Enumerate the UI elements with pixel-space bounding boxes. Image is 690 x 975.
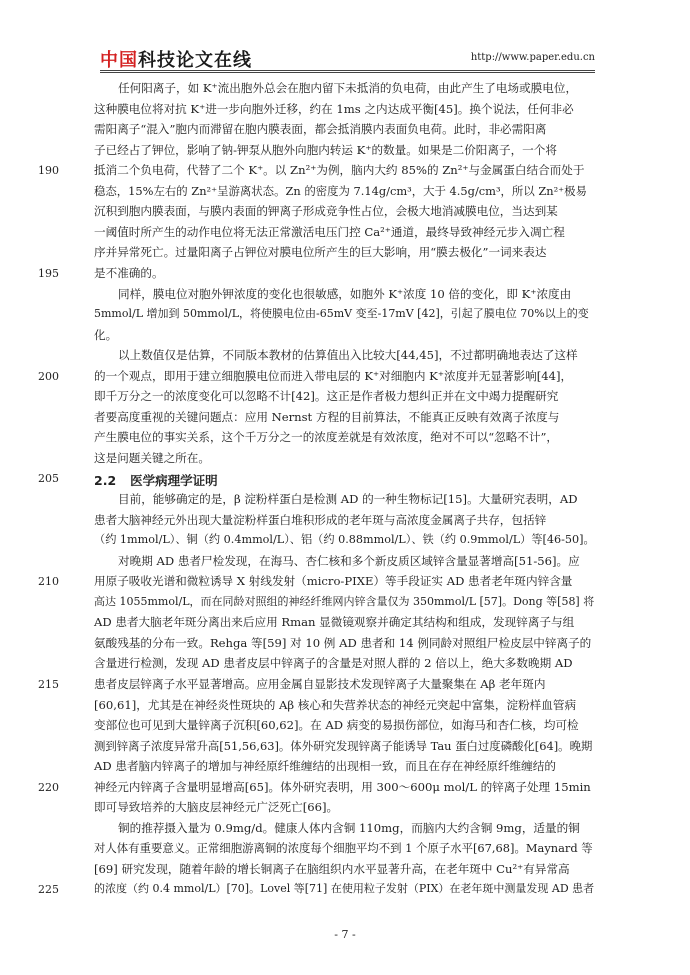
text-line: 目前，能够确定的是，β 淀粉样蛋白是检测 AD 的一种生物标记[15]。大量研究表明，AD (118, 492, 578, 506)
text-line: 产生膜电位的事实关系，这个千万分之一的浓度差就是有效浓度，绝对不可以“忽略不计”， (94, 430, 559, 445)
text-line: 用原子吸收光谱和微粒诱导 X 射线发射（micro-PIXE）等手段证实 AD 患者老年斑内锌含量 (94, 574, 573, 589)
text-line: 稳态，15%左右的 Zn²⁺呈游离状态。Zn 的密度为 7.14g/cm³，大于 4.5g/cm³，所以 Zn²⁺极易 (94, 183, 587, 198)
text-line: 同样，膜电位对胞外钾浓度的变化也很敏感，如胞外 K⁺浓度 10 倍的变化，即 K⁺浓度由 (118, 286, 572, 301)
text-line: 序并异常死亡。过量阳离子占钾位对膜电位所产生的巨大影响，用“膜去极化”一词来表达 (94, 245, 547, 260)
line-number: 225 (38, 883, 59, 897)
text-line: 沉积到胞内膜表面，与膜内表面的钾离子形成竞争性占位，会极大地消减膜电位，当达到某 (94, 204, 558, 219)
header-rule-bottom (100, 72, 595, 73)
line-number: 210 (38, 575, 59, 589)
text-line: 任何阳离子，如 K⁺流出胞外总会在胞内留下未抵消的负电荷，由此产生了电场或膜电位， (118, 81, 578, 95)
header-url[interactable]: http://www.paper.edu.cn (470, 52, 595, 63)
text-line: AD 患者大脑老年斑分离出来后应用 Rman 显微镜观察并确定其结构和组成，发现锌离子与组 (94, 615, 575, 630)
line-number: 200 (38, 369, 59, 383)
text-line: 者要高度重视的关键问题点：应用 Nernst 方程的目前算法，不能真正反映有效离子浓度与 (94, 409, 560, 424)
section-heading (94, 471, 218, 489)
section-number: 2.2 (94, 473, 117, 489)
text-line: 这种膜电位将对抗 K⁺进一步向胞外迁移，约在 1ms 之内达成平衡[45]。换个说法，任何非必 (94, 101, 574, 116)
line-number: 190 (38, 164, 59, 178)
page-number: - 7 - (334, 928, 356, 941)
text-line: 患者皮层锌离子水平显著增高。应用金属自显影技术发现锌离子大量聚集在 Aβ 老年斑内 (94, 676, 546, 691)
logo-black-text: 科技论文在线 (138, 50, 252, 71)
journal-logo (100, 46, 252, 72)
text-line: 测到锌离子浓度异常升高[51,56,63]。体外研究发现锌离子能诱导 Tau 蛋白过度磷酸化[64]。晚期 (94, 738, 593, 753)
text-line: 子已经占了钾位，影响了钠-钾泵从胞外向胞内转运 K⁺的数量。如果是二价阳离子，一个将 (94, 142, 557, 157)
line-number: 215 (38, 677, 59, 691)
text-line: 铜的推荐摄入量为 0.9mg/d。健康人体内含铜 110mg，而脑内大约含铜 9mg，适量的铜 (118, 820, 580, 835)
text-line: 的一个观点，即用于建立细胞膜电位而进入带电层的 K⁺对细胞内 K⁺浓度并无显著影响[44]， (94, 368, 573, 383)
text-line: 神经元内锌离子含量明显增高[65]。体外研究表明，用 300～600μ mol/L 的锌离子处理 15min (94, 779, 591, 794)
text-line: 患者大脑神经元外出现大量淀粉样蛋白堆积形成的老年斑与高浓度金属离子共存，包括锌 (94, 512, 547, 527)
text-line: 化。 (94, 327, 118, 342)
text-line: 一阈值时所产生的动作电位将无法正常激活电压门控 Ca²⁺通道，最终导致神经元步入凋亡程 (94, 224, 565, 239)
text-line: 对晚期 AD 患者尸检发现，在海马、杏仁核和多个新皮质区域锌含量显著增高[51-56]。应 (118, 553, 580, 568)
line-number: 205 (38, 472, 59, 486)
text-line: 氨酸残基的分布一致。Rehga 等[59] 对 10 例 AD 患者和 14 例同龄对照组尸检皮层中锌离子的 (94, 635, 592, 650)
line-number: 195 (38, 266, 59, 280)
header-rule-top (100, 70, 595, 71)
section-title: 医学病理学证明 (130, 473, 218, 489)
text-line: [60,61]，尤其是在神经炎性斑块的 Aβ 核心和失营养状态的神经元突起中富集，淀粉样血管病 (94, 697, 577, 712)
text-line: AD 患者脑内锌离子的增加与神经原纤维缠结的出现相一致，而且在存在神经原纤维缠结的 (94, 759, 556, 774)
text-line: 变部位也可见到大量锌离子沉积[60,62]。在 AD 病变的易损伤部位，如海马和杏仁核，均可检 (94, 718, 579, 733)
text-line: 的浓度（约 0.4 mmol/L）[70]。Lovel 等[71] 在使用粒子发射（PIX）在老年斑中测量发现 AD 患者 (94, 882, 595, 896)
text-line: 是不准确的。 (94, 265, 164, 280)
text-line: （约 1mmol/L）、铜（约 0.4mmol/L）、铝（约 0.88mmol/L）、铁（约 0.9mmol/L）等[46-50]。 (94, 533, 595, 547)
text-line: 以上数值仅是估算，不同版本教材的估算值出入比较大[44,45]，不过都明确地表达了这样 (118, 348, 578, 363)
line-number: 220 (38, 780, 59, 794)
text-line: 含量进行检测，发现 AD 患者皮层中锌离子的含量是对照人群的 2 倍以上，绝大多数晚期 AD (94, 656, 573, 671)
logo-red-text: 中国 (100, 50, 138, 71)
text-line: 抵消二个负电荷，代替了二个 K⁺。以 Zn²⁺为例，脑内大约 85%的 Zn²⁺与金属蛋白结合而处于 (94, 163, 585, 178)
text-line: 需阳离子“混入”胞内而滞留在胞内膜表面，都会抵消膜内表面负电荷。此时，非必需阳离 (94, 122, 547, 137)
text-line: 对人体有重要意义。正常细胞游离铜的浓度每个细胞平均不到 1 个原子水平[67,68]。Maynard 等 (94, 841, 593, 856)
text-line: 高达 1055mmol/L，而在同龄对照组的神经纤维网内锌含量仅为 350mmol/L [57]。Dong 等[58] 将 (94, 594, 595, 608)
page-header (100, 46, 595, 71)
text-line: 5mmol/L 增加到 50mmol/L，将使膜电位由-65mV 变至-17mV [42]，引起了膜电位 70%以上的变 (94, 307, 589, 321)
text-line: 即千万分之一的浓度变化可以忽略不计[42]。这正是作者极力想纠正并在文中竭力提醒研究 (94, 389, 559, 404)
text-line: 即可导致培养的大脑皮层神经元广泛死亡[66]。 (94, 800, 339, 815)
text-line: 这是问题关键之所在。 (94, 450, 210, 465)
text-line: [69] 研究发现，随着年龄的增长铜离子在脑组织内水平显著升高，在老年斑中 Cu²⁺有异常高 (94, 861, 570, 876)
